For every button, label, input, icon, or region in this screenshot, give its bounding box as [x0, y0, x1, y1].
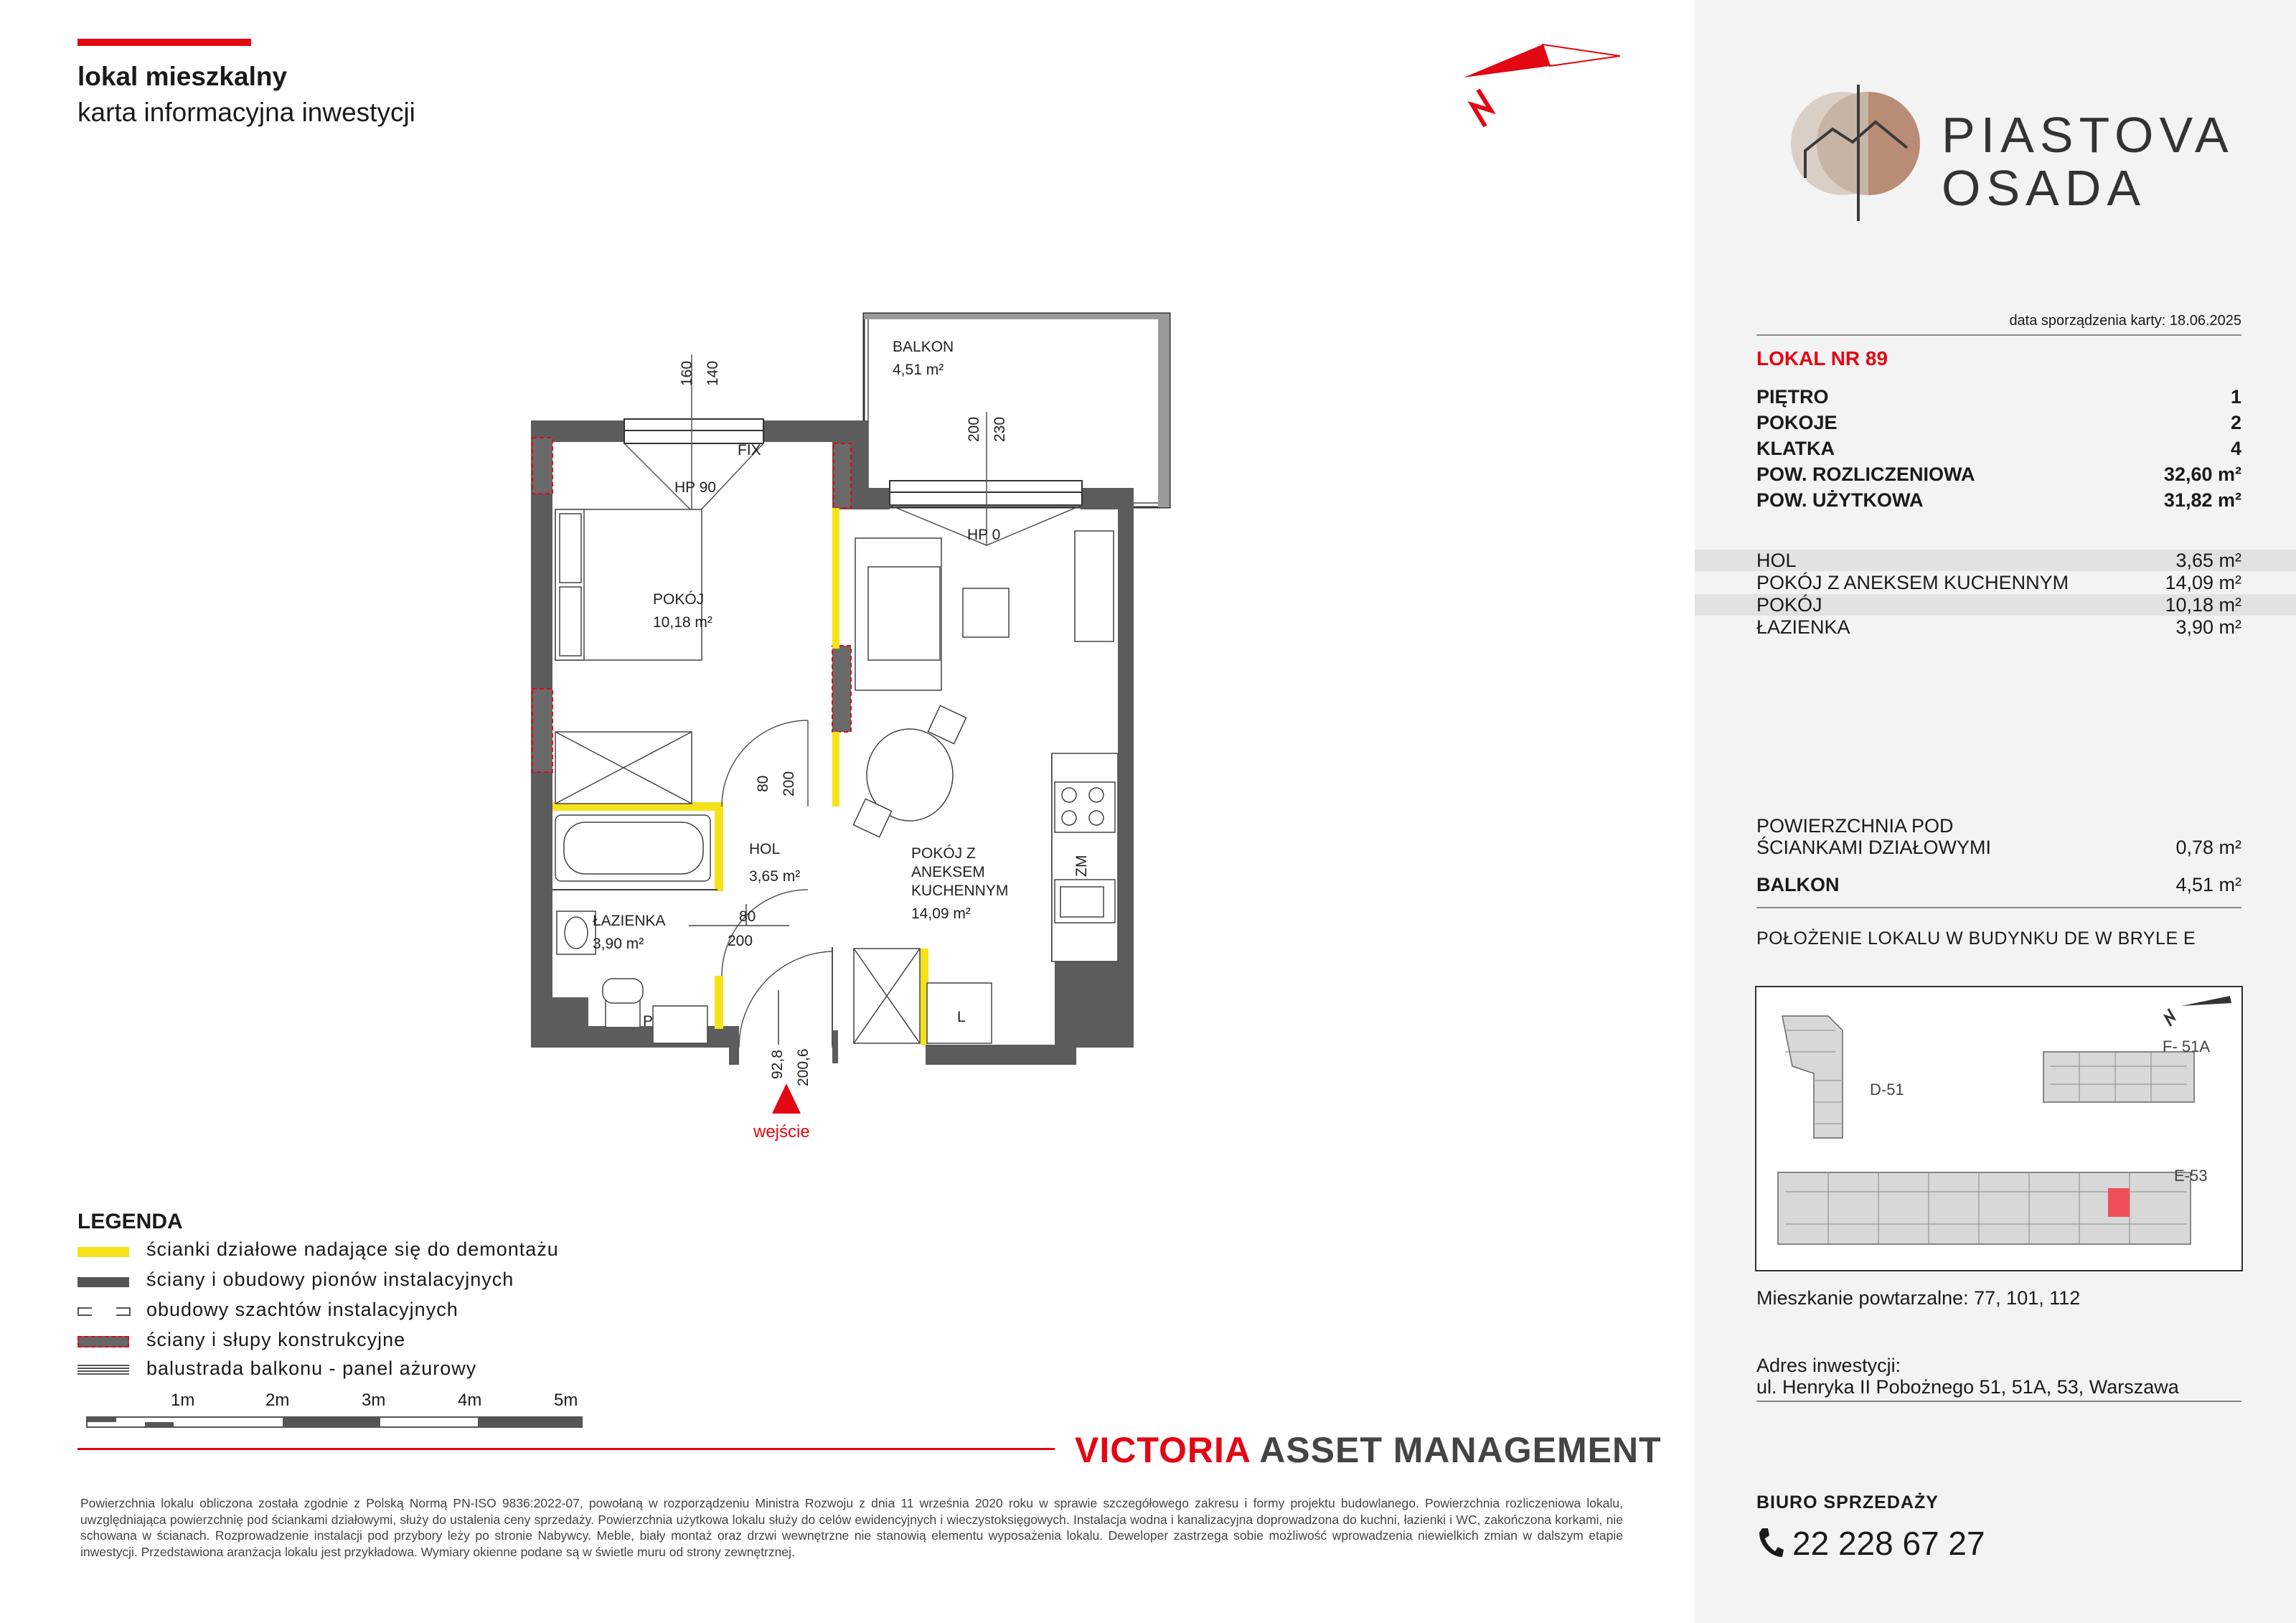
bathroom-area: 3,90 m² [593, 936, 644, 952]
room-hall-value: 3,65 m² [2175, 550, 2241, 571]
spec-rooms-label: POKOJE [1756, 412, 1838, 433]
scale-2m: 2m [265, 1391, 290, 1410]
door-width-1: 80 [755, 775, 771, 792]
hall-label: HOL [749, 841, 781, 857]
spec-usable-area-label: POW. UŻYTKOWA [1756, 489, 1924, 511]
room-hall-label: HOL [1756, 550, 1797, 571]
room-hall [1756, 550, 2241, 571]
repeat-units: Mieszkanie powtarzalne: 77, 101, 112 [1756, 1287, 2081, 1309]
scale-bar [86, 1416, 583, 1428]
balcony-area: 4,51 m² [893, 362, 944, 378]
phone-icon [1756, 1525, 1785, 1560]
scale-labels [86, 1391, 596, 1412]
room-bedroom-label: POKÓJ [1756, 594, 1822, 616]
location-title: POŁOŻENIE LOKALU W BUDYNKU DE W BRYLE E [1756, 928, 2196, 949]
sales-office-label: BIURO SPRZEDAŻY [1756, 1492, 1939, 1513]
entry-arrow-icon [772, 1083, 801, 1114]
divider-3 [1756, 1401, 2241, 1402]
partition-area-value: 0,78 m² [2175, 837, 2241, 858]
brand-name-2: OSADA [1942, 160, 2147, 216]
entry-label: wejście [753, 1122, 810, 1142]
washer-label: P [643, 1013, 654, 1030]
building-f51a: F- 51A [2163, 1038, 2211, 1055]
legend-item-5: balustrada balkonu - panel ażurowy [146, 1358, 477, 1379]
room-bedroom-value: 10,18 m² [2165, 594, 2241, 616]
scale-3m: 3m [362, 1391, 386, 1410]
spec-rooms-value: 2 [2230, 412, 2241, 433]
legend-item-2: ściany i obudowy pionów instalacyjnych [146, 1269, 514, 1290]
partition-area-label-1: POWIERZCHNIA POD [1756, 815, 1954, 837]
building-d51: D-51 [1870, 1081, 1904, 1099]
window-height-1: 160 [679, 360, 695, 386]
door-width-2: 80 [739, 908, 756, 925]
unit-number: LOKAL NR 89 [1756, 347, 1888, 370]
room-bedroom [1756, 594, 2241, 616]
brand-name-1: PIASTOVA [1942, 107, 2234, 163]
fridge-zm-label: ZM [1073, 855, 1090, 877]
company-logo [1075, 1429, 1662, 1471]
spec-staircase-value: 4 [2230, 438, 2241, 459]
footer-line [77, 1448, 1055, 1450]
scale-5m: 5m [554, 1391, 578, 1410]
living-label-1: POKÓJ Z [911, 845, 976, 862]
spec-billing-area [1756, 464, 2241, 485]
door-height-1: 200 [781, 771, 797, 796]
window-fix: FIX [738, 442, 761, 458]
brand-logo-icon [1791, 85, 1920, 228]
spec-staircase [1756, 438, 2241, 459]
spec-floor-label: PIĘTRO [1756, 386, 1829, 408]
balcony-area-label: BALKON [1756, 874, 1840, 895]
building-e53: E-53 [2174, 1167, 2208, 1185]
bedroom-area: 10,18 m² [653, 614, 712, 631]
divider-2 [1756, 907, 2241, 908]
spec-floor-value: 1 [2230, 386, 2241, 408]
legend-swatch-shaft [77, 1307, 131, 1316]
window-height-2b: 230 [992, 416, 1008, 442]
page-subtitle: karta informacyjna inwestycji [77, 98, 415, 127]
sales-phone[interactable]: 22 228 67 27 [1792, 1525, 1985, 1562]
company-name-a: VICTORIA [1075, 1430, 1251, 1470]
living-area: 14,09 m² [911, 905, 971, 922]
legend-item-3: obudowy szachtów instalacyjnych [146, 1299, 458, 1320]
disclaimer: Powierzchnia lokalu obliczona została zgodnie z Polską Normą PN-ISO 9836:2022-07, powołaną w rozporządzeniu Ministra Rozwoju z dnia 11 września 2020 roku w sprawie szczegółowego zakresu i formy projektu budowlanego. Powierzchnia rozliczeniowa lokalu, uwzględniająca powierzchnię pod ściankami działowymi, służy do ustalenia ceny sprzedaży. Powierzchnia użytkowa lokalu służy do celów ewidencyjnych i wieczystoksięgowych. Instalacja wodna i kanalizacyjna doprowadzona do kuchni, łazienki i WC, zakończona korkami, nie schowana w ścianach. Rozprowadzenie instalacji pod przybory leży po stronie Nabywcy. Meble, biały montaż oraz drzwi wewnętrzne nie stanowią elementu wyposażenia lokalu. Deweloper zastrzega sobie możliwość wprowadzenia niewielkich zmian w dalszym etapie inwestycji. Przedstawiona aranżacja lokalu jest przykładowa. Wymiary okienne podane są w świetle muru od strony zewnętrznej. [80, 1496, 1623, 1559]
page-title: lokal mieszkalny [77, 62, 288, 91]
company-name-b: ASSET MANAGEMENT [1259, 1430, 1662, 1470]
site-north-icon [2165, 996, 2231, 1026]
door-width-3: 92,8 [769, 1050, 786, 1079]
legend-item-4: ściany i słupy konstrukcyjne [146, 1329, 406, 1350]
spec-usable-area-value: 31,82 m² [2163, 489, 2241, 511]
door-height-3: 200,6 [795, 1048, 811, 1086]
legend-swatch-railing [77, 1365, 129, 1375]
room-bathroom-value: 3,90 m² [2175, 616, 2241, 638]
spec-floor [1756, 386, 2241, 408]
legend-swatch-dark [77, 1277, 129, 1287]
spec-usable-area [1756, 489, 2241, 511]
unit-location-marker [2108, 1188, 2130, 1217]
window-height-2: 200 [966, 416, 982, 442]
living-label-3: KUCHENNYM [911, 883, 1009, 899]
balcony-label: BALKON [893, 339, 954, 355]
bedroom-label: POKÓJ [653, 591, 705, 608]
legend-swatch-yellow [77, 1247, 129, 1257]
window-hp90: HP 90 [674, 479, 716, 496]
window-height-1b: 140 [705, 360, 721, 386]
balcony-area-value: 4,51 m² [2175, 874, 2241, 895]
site-plan-drawing [1756, 987, 2241, 1270]
address-label: Adres inwestycji: [1756, 1355, 1901, 1376]
room-living [1756, 572, 2241, 593]
living-label-2: ANEKSEM [911, 864, 985, 880]
card-date: data sporządzenia karty: 18.06.2025 [2009, 313, 2241, 329]
card-top-line [1756, 334, 2241, 336]
north-arrow-icon [1464, 44, 1620, 126]
legend-swatch-structural [77, 1336, 129, 1347]
room-living-value: 14,09 m² [2165, 572, 2241, 593]
spec-rooms [1756, 412, 2241, 433]
room-bathroom-label: ŁAZIENKA [1756, 616, 1850, 638]
door-height-2: 200 [728, 933, 753, 949]
legend-item-1: ścianki działowe nadające się do demontażu [146, 1238, 559, 1260]
spec-billing-area-label: POW. ROZLICZENIOWA [1756, 464, 1975, 485]
site-plan [1755, 986, 2243, 1271]
legend-title: LEGENDA [77, 1210, 183, 1233]
window-hp0: HP 0 [967, 527, 1001, 543]
scale-1m: 1m [171, 1391, 195, 1410]
cabinet-label: L [957, 1009, 966, 1025]
scale-4m: 4m [458, 1391, 482, 1410]
room-bathroom [1756, 616, 2241, 638]
partition-area-label-2: ŚCIANKAMI DZIAŁOWYMI [1756, 837, 1992, 858]
room-living-label: POKÓJ Z ANEKSEM KUCHENNYM [1756, 572, 2069, 593]
hall-area: 3,65 m² [749, 868, 801, 885]
address: ul. Henryka II Pobożnego 51, 51A, 53, Warszawa [1756, 1376, 2179, 1398]
spec-billing-area-value: 32,60 m² [2163, 464, 2241, 485]
bathroom-label: ŁAZIENKA [593, 913, 666, 929]
spec-staircase-label: KLATKA [1756, 438, 1835, 459]
